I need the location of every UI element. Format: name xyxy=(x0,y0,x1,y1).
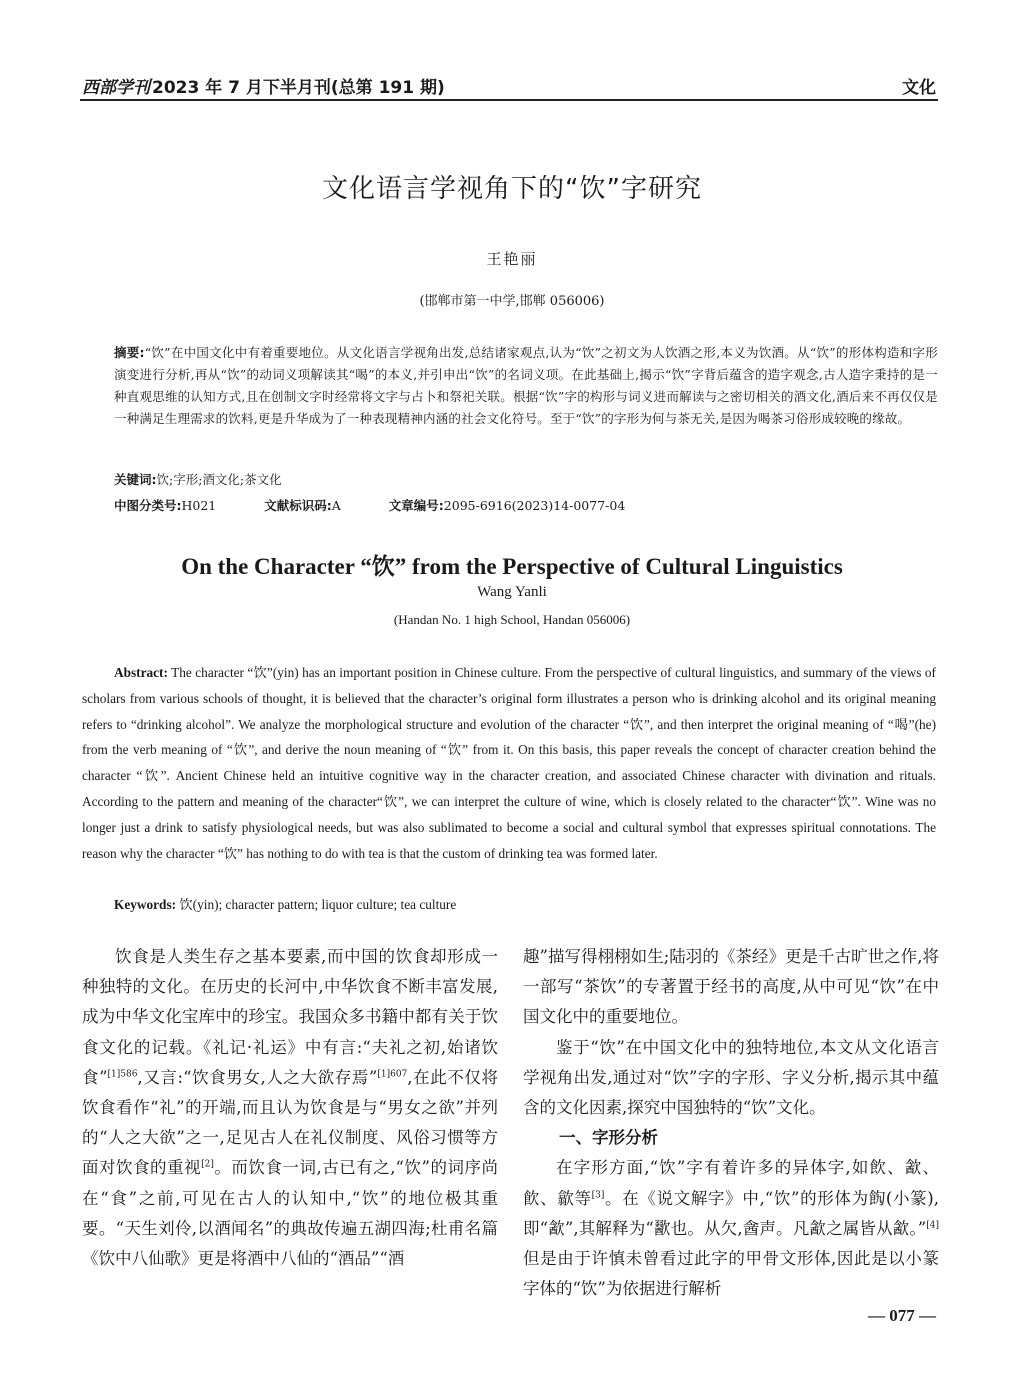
en-keywords-label: Keywords: xyxy=(114,897,177,912)
art-value: 2095-6916(2023)14-0077-04 xyxy=(443,498,626,513)
running-header xyxy=(82,72,936,98)
section-name: 文化 xyxy=(902,77,936,98)
paper-title: 文化语言学视角下的“饮”字研究 xyxy=(322,174,702,204)
issue-info: 2023 年 7 月下半月刊(总第 191 期) xyxy=(152,77,445,98)
en-abstract-text: The character “饮”(yin) has an important position in Chinese culture. From the perspective of cultural linguistics, and summary of the views of scholars from various schools of thought, it is believed that the character’s original form illustrates a person who is drinking alcohol and its original meaning refers to “drinking alcohol”. We analyze the morphological structure and evolution of the character “饮”, and then interpret the original meaning of “喝”(he) from the verb meaning of “饮”, and derive the noun meaning of “饮” from it. On this basis, this paper reveals the concept of character creation behind the character “饮”. Ancient Chinese held an intuitive cognitive way in the character creation, and associated Chinese character with divination and rituals. According to the pattern and meaning of the character“饮”, we can interpret the culture of wine, which is closely related to the character“饮”. Wine was no longer just a drink to satisfy physiological needs, but was also sublimated to become a social and cultural symbol that expresses spiritual connotations. The reason why the character “饮” has nothing to do with tea is that the custom of drinking tea was formed later. xyxy=(82,665,936,861)
purpose-paragraph: 鉴于“饮”在中国文化中的独特地位,本文从文化语言学视角出发,通过对“饮”字的字形、字义分析,揭示其中蕴含的文化因素,探究中国独特的“饮”文化。 xyxy=(523,1037,939,1118)
english-keywords xyxy=(114,894,456,913)
section-heading: 一、字形分析 xyxy=(559,1128,658,1148)
body-right-column xyxy=(523,942,939,1304)
en-abstract-label: Abstract: xyxy=(114,665,168,680)
journal-issue xyxy=(82,73,445,98)
art-label: 文章编号: xyxy=(388,498,444,513)
page-number: — 077 — xyxy=(868,1306,936,1325)
chinese-abstract xyxy=(114,342,938,430)
citation: [2] xyxy=(201,1159,214,1170)
body-left-column xyxy=(82,942,498,1274)
keywords-text: 饮;字形;酒文化;茶文化 xyxy=(156,472,282,487)
clc-label: 中图分类号: xyxy=(114,498,182,513)
clc-number xyxy=(114,496,216,514)
glyph-analysis-paragraph xyxy=(523,1153,939,1304)
english-affiliation: (Handan No. 1 high School, Handan 056006) xyxy=(393,612,631,627)
text-run: 在字形方面,“饮”字有着许多的异体字,如飲、㱃、飮、歙等 xyxy=(523,1158,939,1208)
clc-value: H021 xyxy=(181,498,217,513)
text-run: ,又言:“饮食男女,人之大欲存焉” xyxy=(137,1067,378,1087)
keywords xyxy=(114,470,282,488)
citation: [4] xyxy=(926,1220,939,1231)
continued-paragraph: 趣”描写得栩栩如生;陆羽的《茶经》更是千古旷世之作,将一部写“茶饮”的专著置于经书的高度,从中可见“饮”在中国文化中的重要地位。 xyxy=(523,947,939,1027)
text-run: 。而饮食一词,古已有之,“饮”的词序尚在“食”之前,可见在古人的认知中,“饮”的地位极其重要。“天生刘伶,以酒闻名”的典故传遍五湖四海;杜甫名篇《饮中八仙歌》更是将酒中八仙的“酒品”“酒 xyxy=(82,1158,498,1269)
english-author: Wang Yanli xyxy=(477,584,547,600)
doc-code xyxy=(264,496,341,514)
doc-label: 文献标识码: xyxy=(264,498,332,513)
text-run: 饮食是人类生存之基本要素,而中国的饮食却形成一种独特的文化。在历史的长河中,中华饮食不断丰富发展,成为中华文化宝库中的珍宝。我国众多书籍中都有关于饮食文化的记载。《礼记·礼运》中有言:“夫礼之初,始诸饮食” xyxy=(82,947,498,1087)
citation: [3] xyxy=(591,1190,605,1201)
text-run: ,在此不仅将饮食看作“礼”的开端,而且认为饮食是与“男女之欲”并列的“人之大欲”之一,足见古人在礼仪制度、风俗习惯等方面对饮食的重视 xyxy=(82,1067,499,1178)
abstract-label: 摘要: xyxy=(114,345,145,360)
citation: [1]607 xyxy=(377,1069,408,1080)
journal-name: 西部学刊 xyxy=(82,77,150,98)
header-rule xyxy=(80,99,938,101)
affiliation: (邯郸市第一中学,邯郸 056006) xyxy=(419,294,605,309)
citation: [1]586 xyxy=(107,1069,138,1080)
keywords-label: 关键词: xyxy=(114,472,157,487)
english-title: On the Character “饮” from the Perspective of Cultural Linguistics xyxy=(181,554,843,579)
author-name: 王艳丽 xyxy=(486,250,538,268)
classification-line xyxy=(114,496,673,514)
text-run: 但是由于许慎未曾看过此字的甲骨文形体,因此是以小篆字体的“饮”为依据进行解析 xyxy=(523,1249,939,1299)
article-number xyxy=(389,496,625,514)
abstract-text: “饮”在中国文化中有着重要地位。从文化语言学视角出发,总结诸家观点,认为“饮”之初文为人饮酒之形,本义为饮酒。从“饮”的形体构造和字形演变进行分析,再从“饮”的动词义项解读其“喝”的本义,并引申出“饮”的名词义项。在此基础上,揭示“饮”字背后蕴含的造字观念,古人造字秉持的是一种直观思维的认知方式,且在创制文字时经常将文字与占卜和祭祀关联。根据“饮”字的构形与词义进而解读与之密切相关的酒文化,酒后来不再仅仅是一种满足生理需求的饮料,更是升华成为了一种表现精神内涵的社会文化符号。至于“饮”的字形为何与茶无关,是因为喝茶习俗形成较晚的缘故。 xyxy=(114,345,938,426)
intro-paragraph xyxy=(82,942,498,1274)
doc-value: A xyxy=(331,498,341,513)
text-run: 。在《说文解字》中,“饮”的形体为䬨(小篆),即“㱃”,其解释为“歠也。从欠,酓声。凡㱃之属皆从㱃。” xyxy=(523,1188,939,1238)
en-keywords-text: 饮(yin); character pattern; liquor culture; tea culture xyxy=(179,897,457,912)
english-abstract xyxy=(82,660,936,866)
